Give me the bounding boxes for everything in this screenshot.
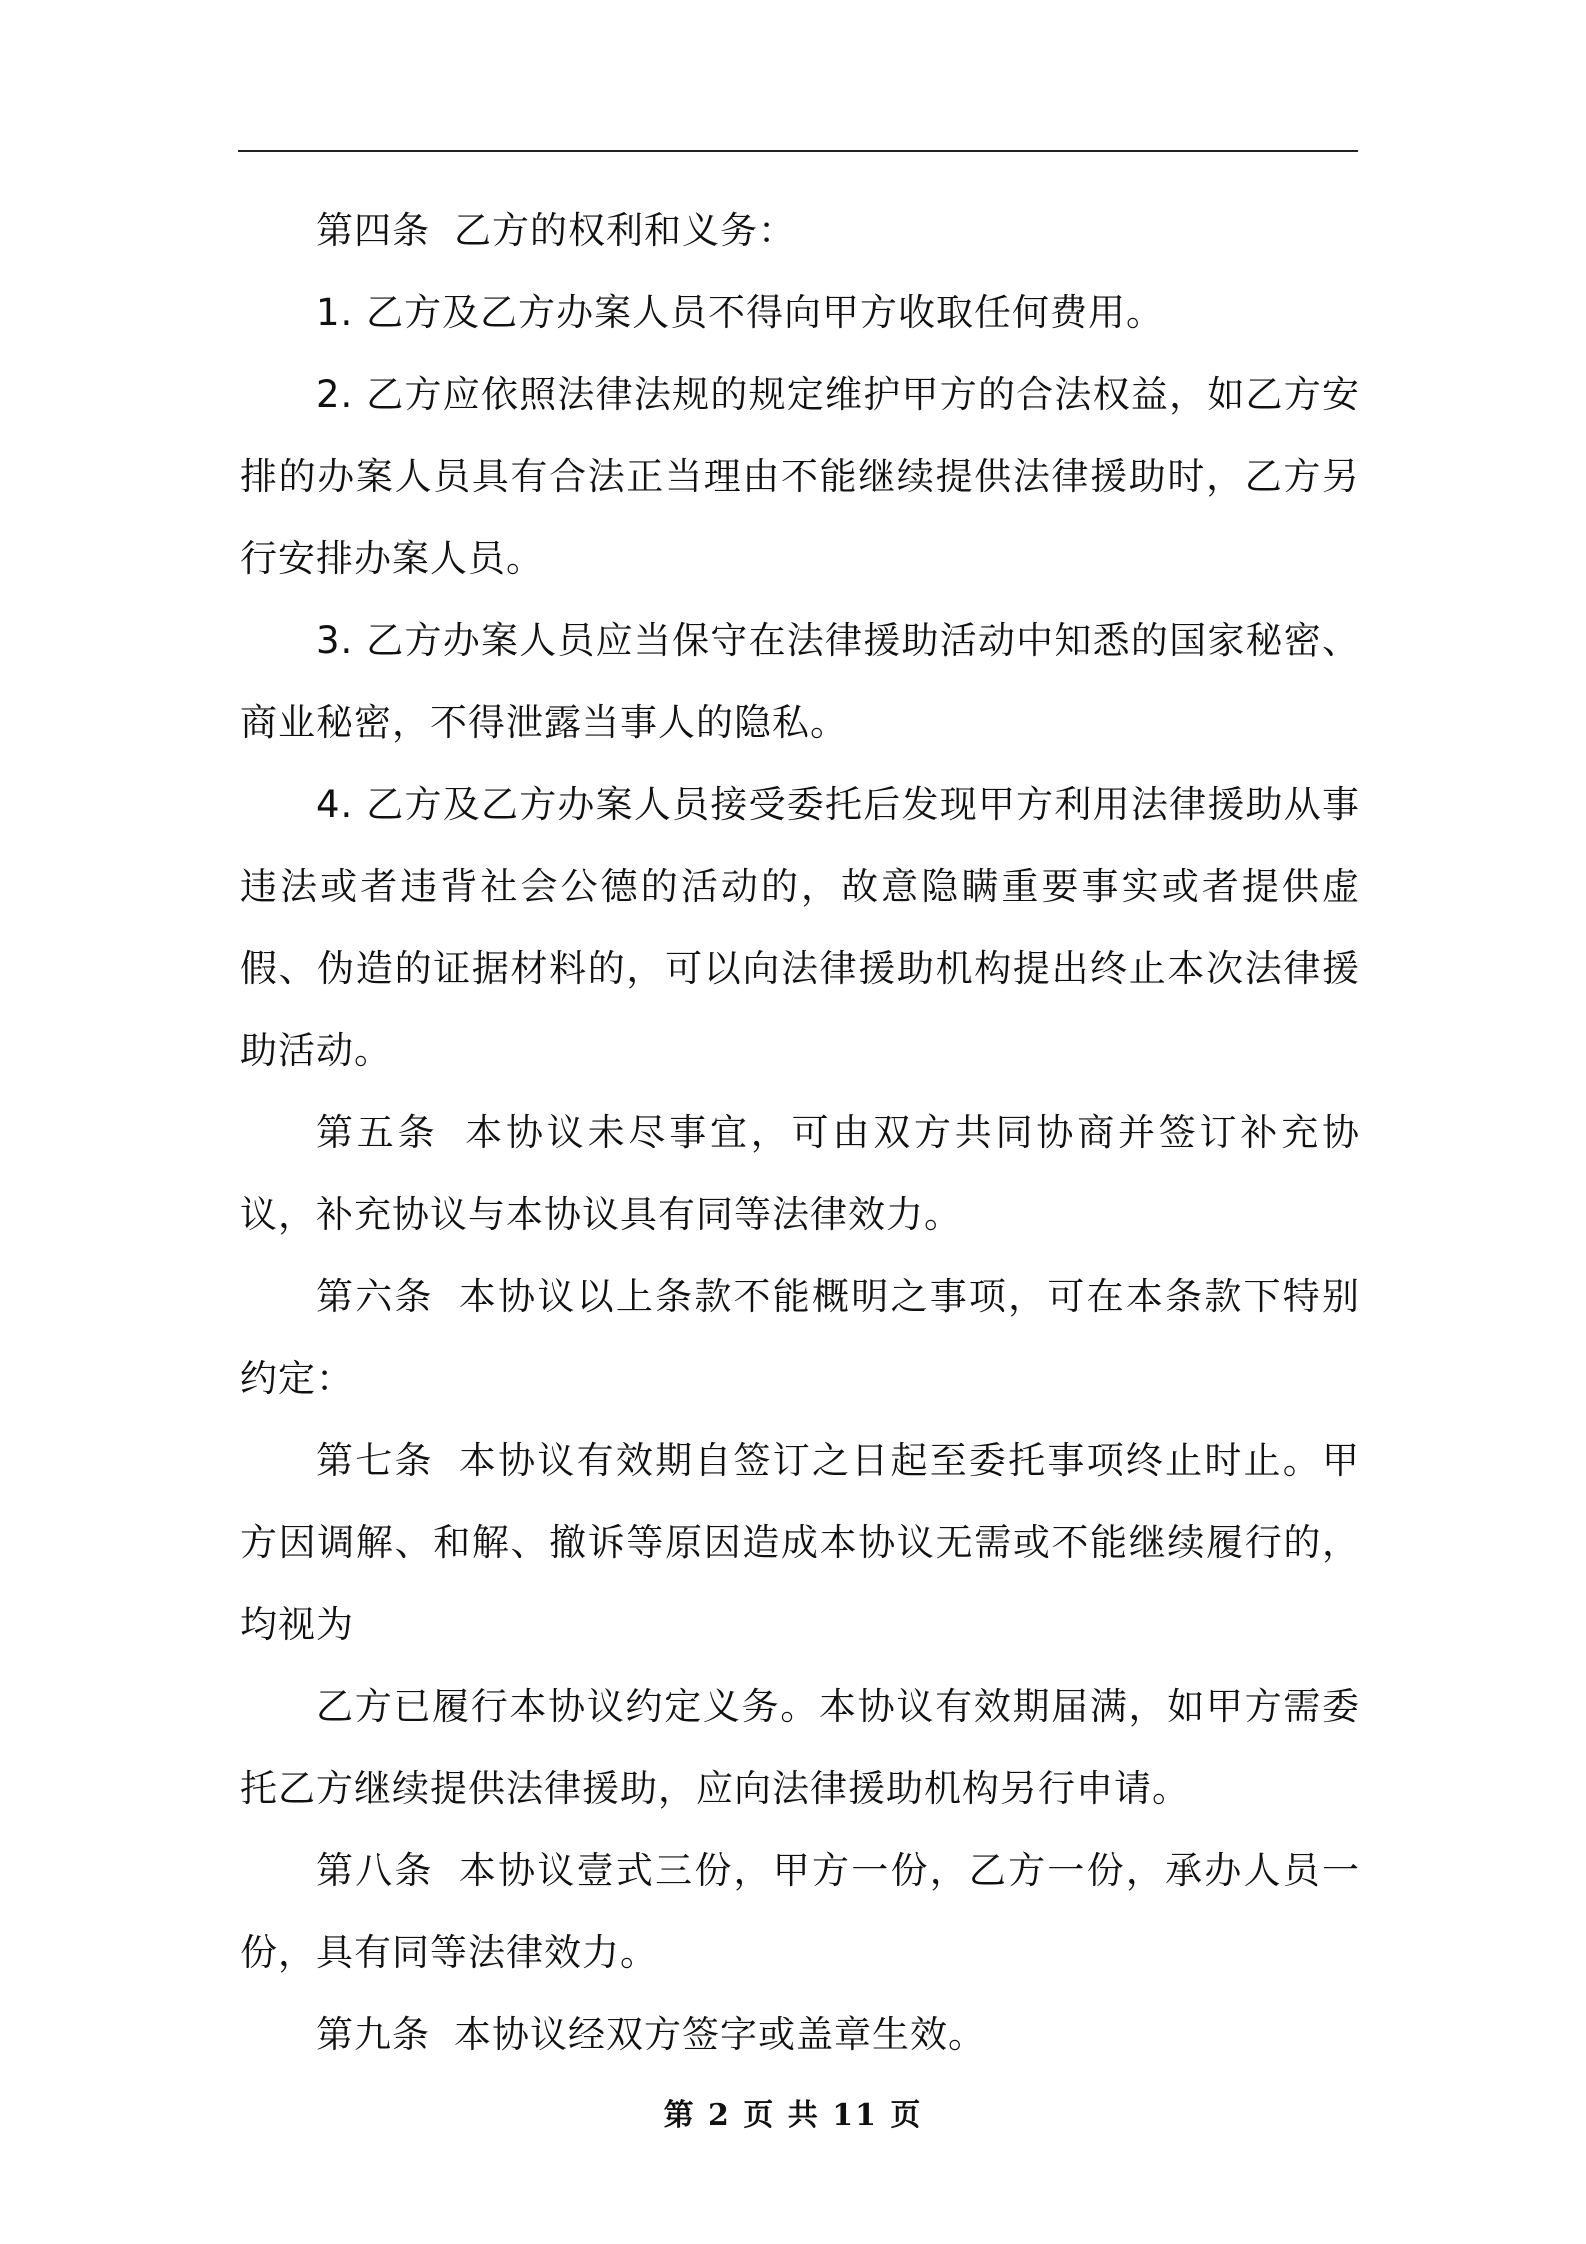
article-5 <box>240 1092 1360 1256</box>
article-heading: 第七条 <box>316 1439 434 1482</box>
article-text: 本协议未尽事宜，可由双方共同协商并签订补充协议，补充协议与本协议具有同等法律效力。 <box>240 1111 1361 1236</box>
article-7 <box>240 1420 1360 1666</box>
article-heading: 第九条 <box>316 2013 430 2056</box>
article-heading: 第四条 <box>316 209 430 252</box>
page-number: 第 2 页 共 11 页 <box>663 2098 923 2133</box>
article-4-title <box>240 190 1360 272</box>
article-text: 本协议经双方签字或盖章生效。 <box>454 2013 986 2056</box>
article-text: 本协议有效期自签订之日起至委托事项终止时止。甲方因调解、和解、撤诉等原因造成本协议无需或不能继续履行的，均视为 <box>240 1439 1361 1646</box>
article-6 <box>240 1256 1360 1420</box>
clause-4: 4. 乙方及乙方办案人员接受委托后发现甲方利用法律援助从事违法或者违背社会公德的活动的，故意隐瞒重要事实或者提供虚假、伪造的证据材料的，可以向法律援助机构提出终止本次法律援助活动。 <box>240 783 1360 1072</box>
article-8 <box>240 1830 1360 1994</box>
header-rule <box>238 150 1358 152</box>
article-7-continued: 乙方已履行本协议约定义务。本协议有效期届满，如甲方需委托乙方继续提供法律援助，应向法律援助机构另行申请。 <box>240 1685 1360 1810</box>
article-9 <box>240 1994 1360 2076</box>
article-text: 本协议以上条款不能概明之事项，可在本条款下特别约定： <box>240 1275 1361 1400</box>
clause-2: 2. 乙方应依照法律法规的规定维护甲方的合法权益，如乙方安排的办案人员具有合法正当理由不能继续提供法律援助时，乙方另行安排办案人员。 <box>240 373 1360 580</box>
article-heading: 第八条 <box>316 1849 434 1892</box>
clause-1: 1. 乙方及乙方办案人员不得向甲方收取任何费用。 <box>316 291 1165 334</box>
article-text: 本协议壹式三份，甲方一份，乙方一份，承办人员一份，具有同等法律效力。 <box>240 1849 1361 1974</box>
article-heading: 第六条 <box>316 1275 434 1318</box>
document-body <box>240 190 1360 2076</box>
clause-3: 3. 乙方办案人员应当保守在法律援助活动中知悉的国家秘密、商业秘密，不得泄露当事人的隐私。 <box>240 619 1360 744</box>
article-text: 乙方的权利和义务： <box>454 209 796 252</box>
article-heading: 第五条 <box>316 1111 439 1154</box>
